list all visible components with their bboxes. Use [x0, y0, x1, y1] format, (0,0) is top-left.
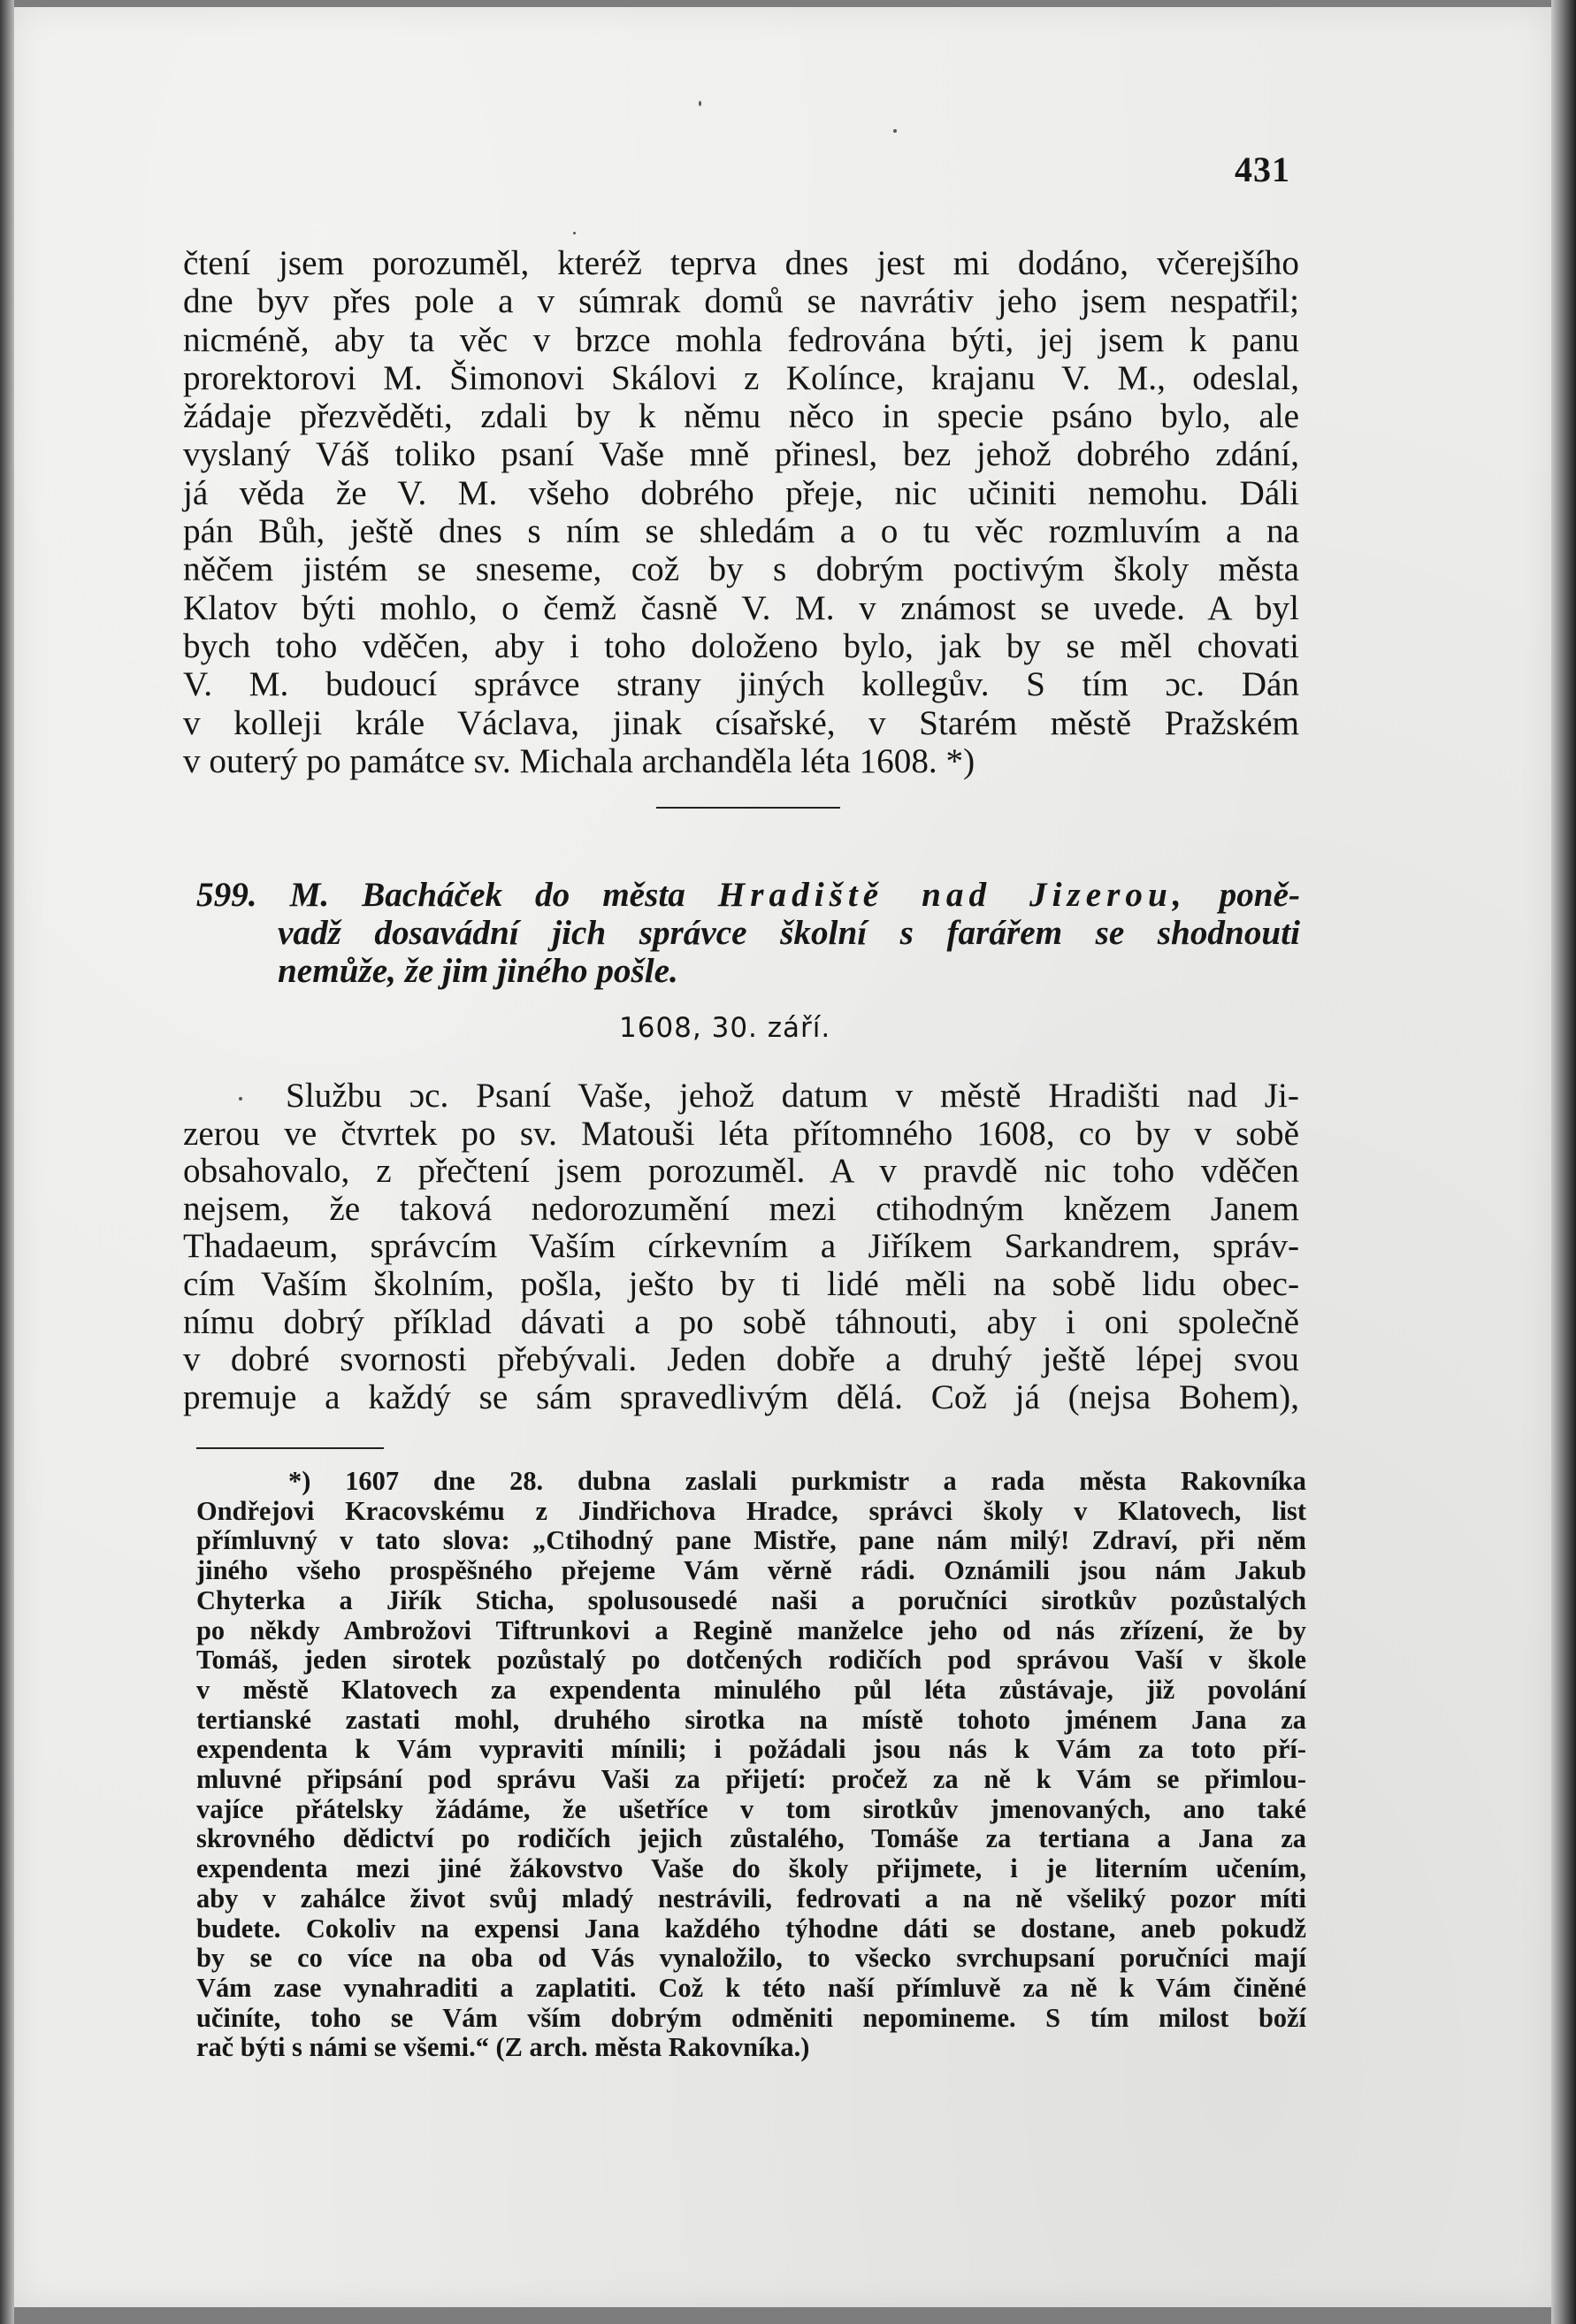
heading-line: vadž dosavádní jich správce školní s farářem se shodnouti — [278, 914, 1300, 952]
text-line: v dobré svornosti přebývali. Jeden dobře a druhý ještě lépej svou — [183, 1340, 1299, 1379]
footnote-line: by se co více na oba od Vás vynaložilo, to všecko svrchupsaní poručníci mají — [196, 1943, 1306, 1974]
text-line: nímu dobrý příklad dávati a po sobě táhnouti, aby i oni společně — [183, 1302, 1299, 1341]
letter-paragraph — [183, 1078, 1299, 1416]
text-line: obsahovalo, z přečtení jsem porozuměl. A v pravdě nic toho vděčen — [183, 1152, 1299, 1191]
footnote-line: Ondřejovi Kracovskému z Jindřichova Hradce, správci školy v Klatovech, list — [196, 1495, 1306, 1526]
text-line: dne byv přes pole a v súmrak domů se navrátiv jeho jsem nespatřil; — [183, 282, 1299, 321]
entry-date: 1608, 30. září. — [619, 1012, 831, 1044]
text-line: žádaje přezvěděti, zdali by k němu něco in specie psáno bylo, ale — [183, 397, 1299, 436]
footnote-line: Chyterka a Jiřík Sticha, spolusousedé naši a poručníci sirotkův pozůstalých — [196, 1584, 1306, 1615]
scan-left-edge — [0, 0, 14, 2324]
text-line: v kolleji krále Václava, jinak císařské, v Starém městě Pražském — [183, 703, 1299, 742]
text-line: já věda že V. M. všeho dobrého přeje, nic učiniti nemohu. Dáli — [183, 473, 1299, 512]
text-line: V. M. budoucí správce strany jiných kollegův. S tím ɔc. Dán — [183, 665, 1299, 704]
text-line: bych toho vděčen, aby i toho doloženo bylo, jak by se měl chovati — [183, 626, 1299, 665]
entry-author: M. Bacháček do města — [289, 876, 685, 914]
continuation-paragraph — [183, 244, 1299, 780]
text-line: nicméně, aby ta věc v brzce mohla fedrována býti, jej jsem k panu — [183, 320, 1299, 359]
scan-speck — [573, 232, 576, 234]
text-line: něčem jistém se sneseme, což by s dobrým poctivým školy města — [183, 550, 1299, 589]
footnote-line: vajíce přátelsky žádáme, že ušetříce v tom sirotkův jmenovaných, ano také — [196, 1793, 1306, 1824]
text-line: nejsem, že taková nedorozumění mezi ctihodným knězem Janem — [183, 1189, 1299, 1228]
entry-heading — [196, 876, 1300, 990]
footnote-line: v městě Klatovech za expendenta minulého půl léta zůstávaje, již povolání — [196, 1674, 1306, 1705]
footnote-line: jiného všeho prospěšného přejeme Vám věrně rádi. Oznámili jsou nám Jakub — [196, 1555, 1306, 1586]
scan-speck — [699, 101, 701, 106]
footnote-line: tertianské zastati mohl, druhého sirotka na místě tohoto jménem Jana za — [196, 1704, 1306, 1735]
text-line: v outerý po památce sv. Michala archanděla léta 1608. *) — [183, 741, 975, 780]
entry-number: 599. — [196, 876, 257, 914]
footnote-line: budete. Cokoliv na expensi Jana každého týhodne dáti se dostane, aneb pokudž — [196, 1913, 1306, 1944]
page-number: 431 — [1235, 150, 1290, 189]
scan-right-edge — [1551, 0, 1576, 2324]
footnote-line: aby v zahálce život svůj mladý nestrávili, fedrovati a na ně všeliký pozor míti — [196, 1883, 1306, 1914]
text-line: pán Bůh, ještě dnes s ním se shledám a o tu věc rozmluvím a na — [183, 512, 1299, 551]
text-line: Klatov býti mohlo, o čemž časně V. M. v známost se uvede. A byl — [183, 588, 1299, 627]
footnote-line: přímluvný v tato slova: „Ctihodný pane Mistře, pane nám milý! Zdraví, při něm — [196, 1525, 1306, 1556]
heading-continuation: poně- — [1219, 876, 1301, 914]
footnote-line: expendenta k Vám vypraviti mínili; i požádali jsou nás k Vám za toto pří- — [196, 1734, 1306, 1765]
text-line: premuje a každý se sám spravedlivým dělá. Což já (nejsa Bohem), — [183, 1377, 1299, 1416]
footnote-line: Tomáš, jeden sirotek pozůstalý po dotčených rodičích pod správou Vaší v škole — [196, 1645, 1306, 1676]
footnote-line: rač býti s námi se všemi.“ (Z arch. města Rakovníka.) — [196, 2032, 810, 2063]
heading-line: nemůže, že jim jiného pošle. — [278, 952, 678, 990]
footnote-line: Vám zase vynahraditi a zaplatiti. Což k této naší přímluvě za ně k Vám činěné — [196, 1972, 1306, 2003]
footnote-line: učiníte, toho se Vám vším dobrým odměniti nepomineme. S tím milost boží — [196, 2002, 1306, 2033]
footnote — [196, 1467, 1306, 2063]
text-line: cím Vaším školním, pošla, ješto by ti lidé měli na sobě lidu obec- — [183, 1264, 1299, 1303]
entry-place: Hradiště nad Jizerou, — [717, 876, 1187, 914]
text-line: vyslaný Váš toliko psaní Vaše mně přinesl, bez jehož dobrého zdání, — [183, 435, 1299, 474]
footnote-line: skrovného dědictví po rodičích jejich zůstalého, Tomáše za tertiana a Jana za — [196, 1823, 1306, 1854]
text-line: čtení jsem porozuměl, kteréž teprva dnes jest mi dodáno, včerejšího — [183, 244, 1299, 282]
text-line: prorektorovi M. Šimonovi Skálovi z Kolínce, krajanu V. M., odeslal, — [183, 358, 1299, 397]
footnote-line: expendenta mezi jiné žákovstvo Vaše do školy přijmete, i je literním učením, — [196, 1853, 1306, 1884]
footnote-line: *) 1607 dne 28. dubna zaslali purkmistr a rada města Rakovníka — [288, 1466, 1306, 1496]
footnote-line: po někdy Ambrožovi Tiftrunkovi a Regině manželce jeho od nás zřízení, že by — [196, 1615, 1306, 1645]
text-line: zerou ve čtvrtek po sv. Matouši léta přítomného 1608, co by v sobě — [183, 1114, 1299, 1153]
text-line: Thadaeum, správcím Vaším církevním a Jiříkem Sarkandrem, správ- — [183, 1227, 1299, 1266]
heading-line — [196, 876, 1300, 914]
text-line: Službu ɔc. Psaní Vaše, jehož datum v městě Hradišti nad Ji- — [286, 1077, 1299, 1115]
section-divider — [656, 807, 840, 809]
footnote-divider — [196, 1447, 384, 1449]
scan-speck — [893, 129, 897, 133]
footnote-line: mluvné připsání pod správu Vaši za přijetí: pročež za ně k Vám se přimlou- — [196, 1764, 1306, 1795]
